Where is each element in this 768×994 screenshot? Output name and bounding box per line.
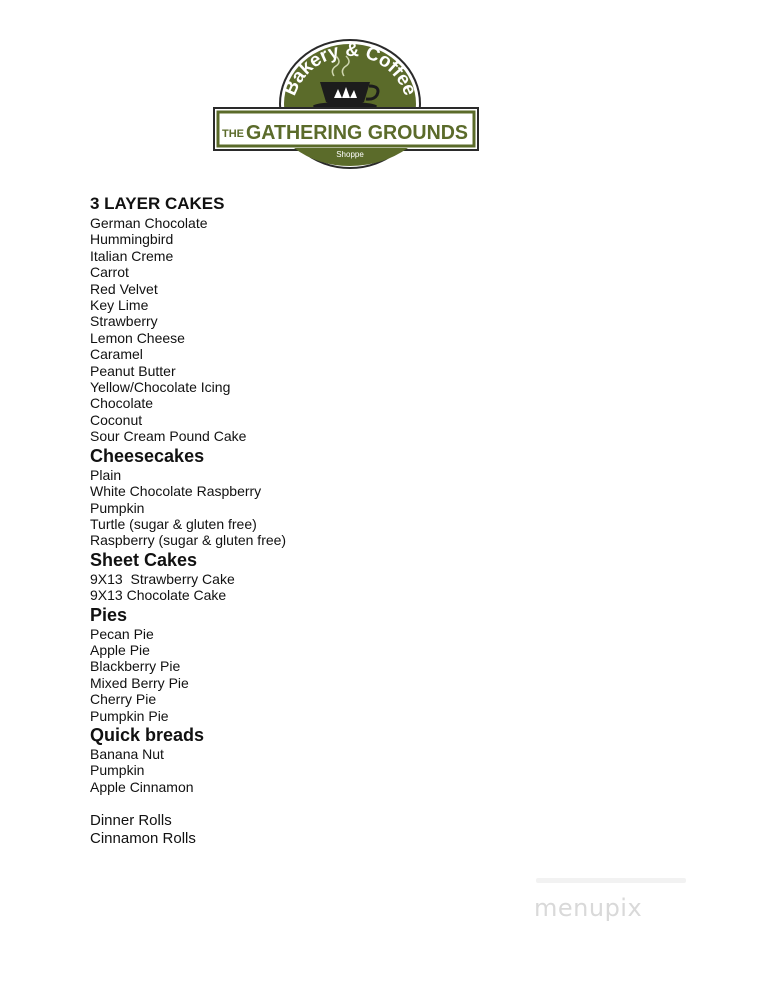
menu-item: Mixed Berry Pie xyxy=(90,674,189,691)
menu-item: Pecan Pie xyxy=(90,625,154,642)
logo-sub: Shoppe xyxy=(336,150,364,159)
menu-item: Hummingbird xyxy=(90,231,174,248)
menu-item: Key Lime xyxy=(90,297,149,314)
logo-arc-text: Bakery & Coffee xyxy=(279,39,421,99)
logo-name: GATHERING GROUNDS xyxy=(246,122,468,144)
section-title: Pies xyxy=(90,604,128,625)
section-title: Sheet Cakes xyxy=(90,549,198,570)
menu-item: Carrot xyxy=(90,264,129,281)
menu-item: Lemon Cheese xyxy=(90,329,185,346)
menu-item: Chocolate xyxy=(90,395,154,412)
section-title: Quick breads xyxy=(90,724,205,745)
menu-item: Yellow/Chocolate Icing xyxy=(90,379,231,396)
section-pies xyxy=(90,604,510,724)
menu-item: Cinnamon Rolls xyxy=(90,830,196,848)
menu-item: Red Velvet xyxy=(90,280,158,297)
menu-item: White Chocolate Raspberry xyxy=(90,483,262,500)
menu-item: Blackberry Pie xyxy=(90,658,181,675)
menu-item: Cherry Pie xyxy=(90,691,157,708)
menu-item: Banana Nut xyxy=(90,745,164,762)
section-title: Cheesecakes xyxy=(90,445,205,466)
menu-item: Strawberry xyxy=(90,313,158,330)
menu-item: Raspberry (sugar & gluten free) xyxy=(90,532,287,549)
menu-item: Pumpkin xyxy=(90,762,145,779)
watermark-text: menupix xyxy=(534,894,643,922)
svg-text:THE: THE xyxy=(222,128,244,140)
menu-item: 9X13 Chocolate Cake xyxy=(90,587,227,604)
menu-item: Caramel xyxy=(90,346,143,363)
menu-item: Sour Cream Pound Cake xyxy=(90,428,247,445)
section-cheesecakes xyxy=(90,445,510,549)
menu-item: Apple Pie xyxy=(90,641,150,658)
menu-item: Turtle (sugar & gluten free) xyxy=(90,515,257,532)
menu-item: Peanut Butter xyxy=(90,362,176,379)
section-sheet-cakes xyxy=(90,549,510,604)
menu-list xyxy=(90,193,510,848)
logo-graphic xyxy=(212,36,480,170)
spacer xyxy=(90,795,510,812)
menu-item: Dinner Rolls xyxy=(90,812,172,830)
menu-item: Pumpkin xyxy=(90,499,145,516)
section-title: 3 LAYER CAKES xyxy=(90,194,225,213)
menu-item: Apple Cinnamon xyxy=(90,778,194,795)
menu-item: Pumpkin Pie xyxy=(90,707,169,724)
menu-item: Coconut xyxy=(90,411,143,428)
watermark-line xyxy=(536,878,686,883)
menu-item: Italian Creme xyxy=(90,247,174,264)
section-layer-cakes xyxy=(90,193,510,445)
watermark xyxy=(528,872,698,932)
bakery-logo xyxy=(212,36,480,170)
section-quick-breads xyxy=(90,724,510,795)
menu-item: 9X13 Strawberry Cake xyxy=(90,570,235,587)
section-rolls xyxy=(90,812,510,848)
menu-item: Plain xyxy=(90,466,122,483)
menu-item: German Chocolate xyxy=(90,215,208,231)
